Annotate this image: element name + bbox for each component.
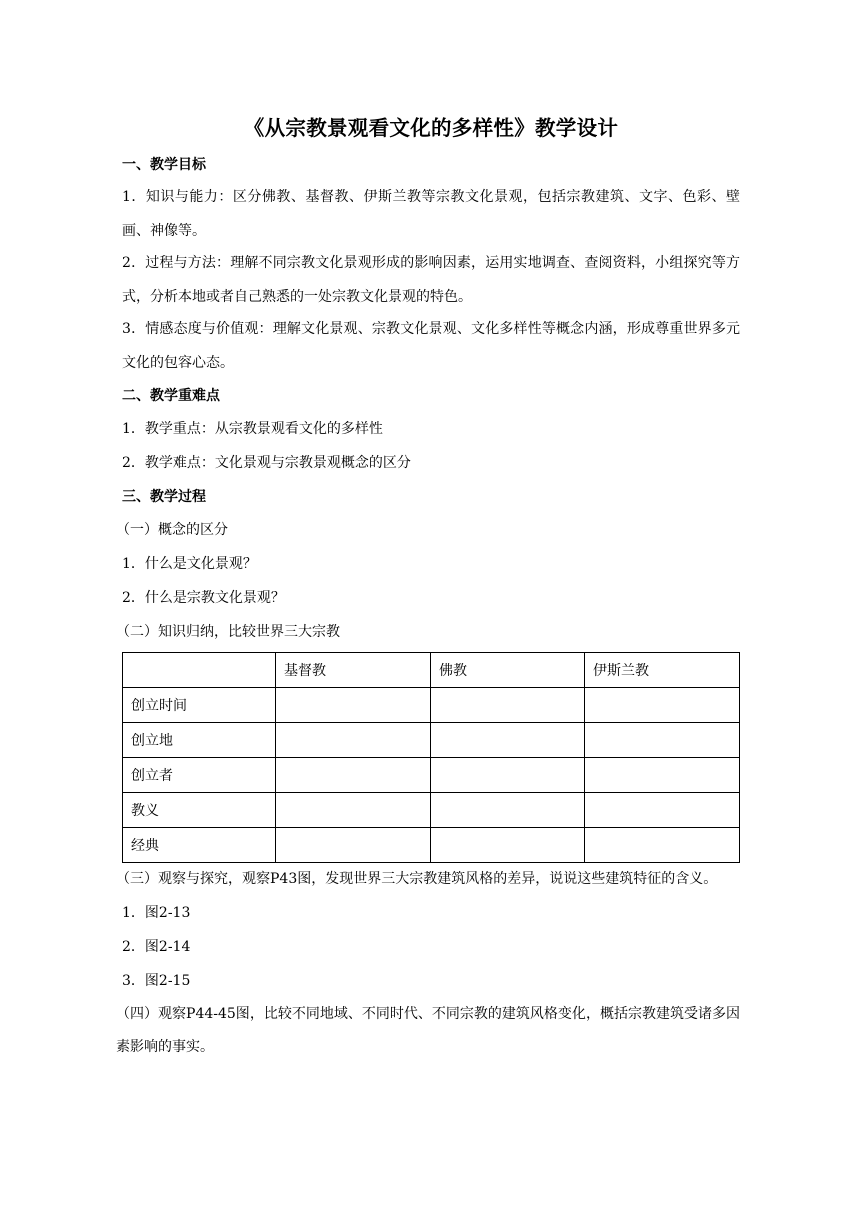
table-row-label: 教义 (123, 793, 276, 828)
part1-question-1: 1．什么是文化景观？ (122, 556, 257, 572)
table-row (123, 723, 740, 758)
objective-process: 2．过程与方法：理解不同宗教文化景观形成的影响因素，运用实地调查、查阅资料，小组探究等方式，分析本地或者自己熟悉的一处宗教文化景观的特色。 (122, 255, 740, 305)
part2-label: （二）知识归纳，比较世界三大宗教 (116, 624, 340, 640)
table-header-cell (123, 653, 276, 688)
table-cell (585, 828, 740, 863)
table-header-row (123, 653, 740, 688)
table-row (123, 793, 740, 828)
table-cell (585, 793, 740, 828)
figure-ref-2-13: 1．图2-13 (122, 904, 191, 921)
table-row (123, 688, 740, 723)
table-cell (431, 793, 585, 828)
religion-comparison-table (122, 652, 740, 863)
objective-attitude: 3．情感态度与价值观：理解文化景观、宗教文化景观、文化多样性等概念内涵，形成尊重世界多元文化的包容心态。 (122, 321, 740, 371)
table-cell (431, 758, 585, 793)
table-cell (585, 758, 740, 793)
table-header-cell: 佛教 (431, 653, 585, 688)
table-row (123, 828, 740, 863)
table-cell (585, 688, 740, 723)
part1-question-2: 2．什么是宗教文化景观？ (122, 590, 285, 606)
table-cell (276, 688, 431, 723)
table-cell (431, 828, 585, 863)
part3-text: （三）观察与探究，观察P43图，发现世界三大宗教建筑风格的差异，说说这些建筑特征的含义。 (116, 871, 718, 887)
table-row-label: 创立者 (123, 758, 276, 793)
difficult-point: 2．教学难点：文化景观与宗教景观概念的区分 (122, 455, 411, 471)
objective-knowledge: 1．知识与能力：区分佛教、基督教、伊斯兰教等宗教文化景观，包括宗教建筑、文字、色彩、壁画、神像等。 (122, 189, 740, 239)
section-heading-process: 三、教学过程 (122, 489, 206, 505)
table-cell (276, 793, 431, 828)
table-cell (276, 828, 431, 863)
table-row-label: 创立时间 (123, 688, 276, 723)
table-cell (585, 723, 740, 758)
document-page (116, 112, 740, 1072)
table-header-cell: 伊斯兰教 (585, 653, 740, 688)
key-point: 1．教学重点：从宗教景观看文化的多样性 (122, 421, 383, 437)
table-header-cell: 基督教 (276, 653, 431, 688)
part1-label: （一）概念的区分 (116, 522, 228, 538)
table-row-label: 经典 (123, 828, 276, 863)
figure-ref-2-14: 2．图2-14 (122, 938, 191, 955)
table-cell (276, 758, 431, 793)
table-cell (431, 723, 585, 758)
table-cell (431, 688, 585, 723)
section-heading-key-points: 二、教学重难点 (122, 388, 220, 404)
figure-ref-2-15: 3．图2-15 (122, 972, 191, 989)
table-cell (276, 723, 431, 758)
document-title: 《从宗教景观看文化的多样性》教学设计 (243, 116, 619, 140)
table-row-label: 创立地 (123, 723, 276, 758)
part4-text: （四）观察P44-45图，比较不同地域、不同时代、不同宗教的建筑风格变化，概括宗教建筑受诸多因素影响的事实。 (116, 1005, 740, 1055)
table-row (123, 758, 740, 793)
section-heading-objectives: 一、教学目标 (122, 157, 206, 173)
